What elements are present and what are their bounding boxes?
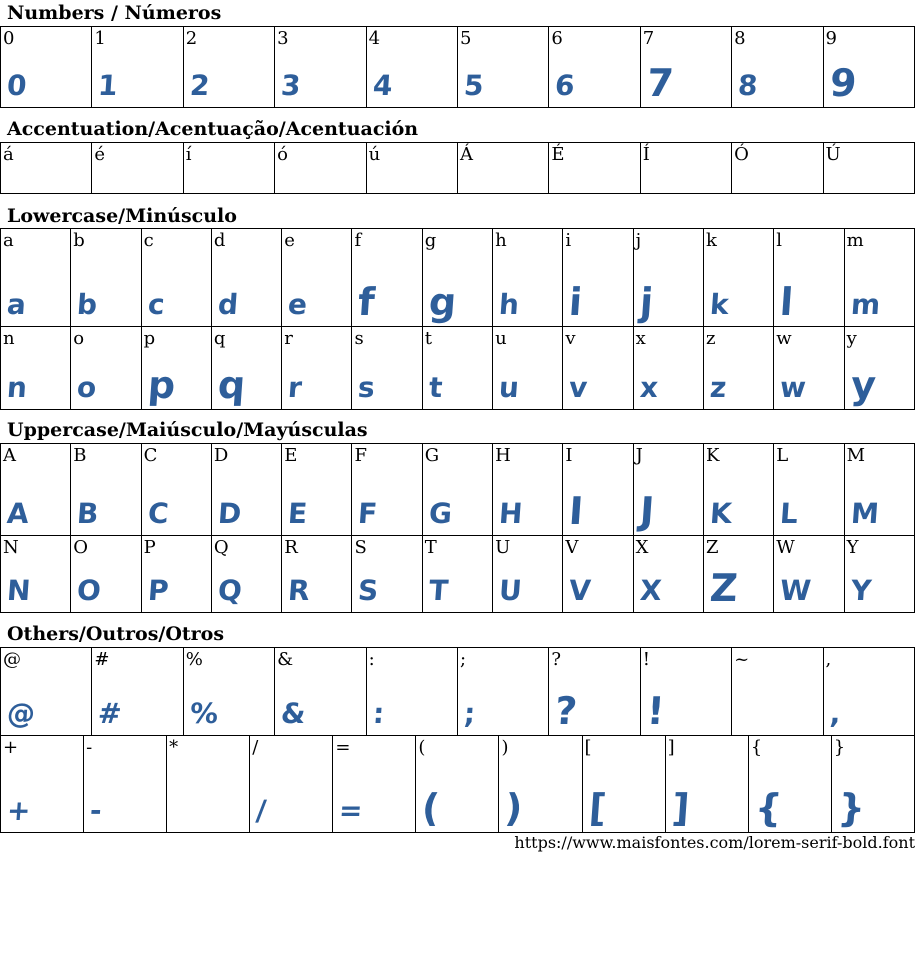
font-glyph-sample: j (638, 280, 655, 324)
font-glyph-sample: G (427, 497, 453, 530)
font-glyph-sample: S (357, 574, 380, 607)
character-label: Q (213, 537, 229, 558)
glyph-cell (748, 736, 831, 833)
character-label: P (143, 537, 156, 558)
glyph-cell (1, 229, 71, 327)
glyph-cell (1, 327, 71, 410)
character-label: O (73, 537, 89, 558)
font-glyph-sample: r (287, 371, 304, 404)
font-glyph-sample: @ (5, 697, 37, 730)
glyph-cell (844, 444, 914, 536)
character-label: = (335, 737, 351, 758)
font-glyph-sample: { (753, 786, 784, 830)
character-label: 7 (642, 28, 655, 49)
font-glyph-sample: = (338, 794, 364, 827)
glyph-cell (211, 327, 281, 410)
font-glyph-sample: A (5, 497, 30, 530)
character-label: í (185, 144, 192, 165)
character-label: 0 (3, 28, 15, 49)
font-glyph-sample: 7 (645, 61, 675, 105)
character-label: h (495, 230, 507, 251)
glyph-cell (732, 648, 823, 736)
glyph-cell (167, 736, 250, 833)
character-label: J (635, 445, 643, 466)
glyph-cell (71, 327, 141, 410)
font-glyph-sample: [ (587, 786, 608, 830)
glyph-cell (282, 327, 352, 410)
character-label: 4 (368, 28, 381, 49)
character-label: + (3, 737, 19, 758)
font-glyph-sample: ! (645, 689, 666, 733)
section-title-numbers: Numbers / Números (7, 2, 222, 24)
glyph-cell (563, 536, 633, 613)
font-glyph-sample: I (567, 489, 586, 533)
uppercase-row-2 (1, 536, 915, 613)
glyph-cell (633, 229, 703, 327)
glyph-cell (582, 736, 665, 833)
section-title-lowercase: Lowercase/Minúsculo (7, 205, 237, 227)
others-row-2 (1, 736, 915, 833)
character-label: ) (501, 737, 509, 758)
font-glyph-sample: 9 (827, 61, 858, 105)
character-label: , (825, 649, 832, 670)
font-glyph-sample: ( (420, 786, 442, 830)
glyph-cell (457, 648, 548, 736)
font-glyph-sample: 5 (462, 69, 485, 102)
character-label: T (424, 537, 437, 558)
font-glyph-sample: D (216, 497, 243, 530)
font-glyph-sample: C (146, 497, 170, 530)
glyph-cell (499, 736, 582, 833)
font-glyph-sample: n (5, 371, 29, 404)
character-label: X (635, 537, 649, 558)
glyph-cell (844, 327, 914, 410)
section-title-accents: Accentuation/Acentuação/Acentuación (7, 118, 419, 140)
glyph-cell (703, 229, 773, 327)
glyph-cell (844, 229, 914, 327)
font-glyph-sample: : (371, 697, 385, 730)
character-label: x (635, 328, 646, 349)
character-label: ? (551, 649, 561, 670)
glyph-cell (640, 648, 731, 736)
glyph-cell (823, 648, 914, 736)
glyph-cell (823, 143, 914, 194)
glyph-cell (549, 27, 640, 108)
glyph-cell (282, 536, 352, 613)
character-label: m (846, 230, 864, 251)
character-label: l (776, 230, 783, 251)
glyph-cell (563, 444, 633, 536)
character-label: 1 (94, 28, 106, 49)
glyph-cell (183, 143, 274, 194)
font-glyph-sample: k (708, 288, 730, 321)
character-label: R (284, 537, 298, 558)
font-glyph-sample: w (779, 371, 808, 404)
lowercase-row-1 (1, 229, 915, 327)
character-label: S (354, 537, 367, 558)
glyph-cell (275, 27, 366, 108)
glyph-cell (275, 143, 366, 194)
character-label: u (495, 328, 507, 349)
character-label: k (705, 230, 717, 251)
font-glyph-sample: O (76, 574, 103, 607)
glyph-cell (183, 648, 274, 736)
font-glyph-sample: 0 (5, 69, 28, 102)
font-glyph-sample: 8 (737, 69, 759, 102)
font-glyph-sample: 4 (371, 69, 394, 102)
numbers-grid (0, 26, 915, 108)
character-label: B (73, 445, 87, 466)
character-label: á (3, 144, 14, 165)
character-label: q (213, 328, 226, 349)
font-glyph-sample: X (638, 574, 663, 607)
glyph-cell (275, 648, 366, 736)
character-label: / (252, 737, 259, 758)
glyph-cell (493, 229, 563, 327)
glyph-cell (183, 27, 274, 108)
font-glyph-sample: y (849, 363, 877, 407)
glyph-cell (1, 536, 71, 613)
font-glyph-sample: ? (553, 689, 579, 733)
glyph-cell (282, 444, 352, 536)
font-glyph-sample: K (708, 497, 733, 530)
font-glyph-sample: P (146, 574, 170, 607)
accents-grid (0, 142, 915, 194)
numbers-row (1, 27, 915, 108)
character-label: 5 (459, 28, 472, 49)
character-label: ! (642, 649, 650, 670)
glyph-cell (422, 229, 492, 327)
character-label: f (354, 230, 362, 251)
character-label: ó (277, 144, 289, 165)
glyph-cell (774, 229, 844, 327)
glyph-cell (422, 444, 492, 536)
character-label: : (368, 649, 375, 670)
glyph-cell (282, 229, 352, 327)
character-label: ( (418, 737, 426, 758)
character-label: z (705, 328, 716, 349)
glyph-cell (633, 444, 703, 536)
glyph-cell (640, 143, 731, 194)
character-label: [ (584, 737, 592, 758)
character-label: n (3, 328, 15, 349)
font-glyph-sample: z (708, 371, 728, 404)
glyph-cell (92, 27, 183, 108)
font-glyph-sample: h (497, 288, 521, 321)
glyph-cell (549, 648, 640, 736)
font-glyph-sample: Y (849, 574, 873, 607)
glyph-cell (563, 229, 633, 327)
font-glyph-sample: Z (708, 566, 740, 610)
glyph-cell (493, 444, 563, 536)
font-glyph-sample: T (427, 574, 450, 607)
glyph-cell (416, 736, 499, 833)
accents-row (1, 143, 915, 194)
glyph-cell (333, 736, 416, 833)
glyph-cell (92, 143, 183, 194)
character-label: e (284, 230, 295, 251)
font-glyph-sample: 2 (188, 69, 211, 102)
font-glyph-sample: a (5, 288, 28, 321)
font-glyph-sample: J (638, 489, 656, 533)
character-label: L (776, 445, 789, 466)
character-label: 9 (825, 28, 837, 49)
character-label: Y (846, 537, 859, 558)
others-row-1 (1, 648, 915, 736)
glyph-cell (422, 327, 492, 410)
character-label: 3 (277, 28, 289, 49)
character-label: H (495, 445, 511, 466)
character-label: b (73, 230, 85, 251)
glyph-cell (84, 736, 167, 833)
character-label: U (495, 537, 511, 558)
glyph-cell (366, 648, 457, 736)
font-glyph-sample: s (357, 371, 377, 404)
glyph-cell (831, 736, 914, 833)
font-glyph-sample: W (779, 574, 813, 607)
font-glyph-sample: N (5, 574, 32, 607)
character-label: 2 (185, 28, 198, 49)
font-glyph-sample: u (497, 371, 521, 404)
others-grid-1 (0, 647, 915, 736)
glyph-cell (774, 536, 844, 613)
character-label: - (86, 737, 93, 758)
font-glyph-sample: v (568, 371, 589, 404)
glyph-cell (141, 444, 211, 536)
glyph-cell (703, 327, 773, 410)
glyph-cell (352, 327, 422, 410)
character-label: % (185, 649, 203, 670)
glyph-cell (250, 736, 333, 833)
section-title-others: Others/Outros/Otros (7, 623, 225, 645)
font-glyph-sample: ; (462, 697, 477, 730)
glyph-cell (665, 736, 748, 833)
glyph-cell (141, 536, 211, 613)
uppercase-grid (0, 443, 915, 613)
font-glyph-sample: f (356, 280, 377, 324)
character-label: Í (642, 144, 650, 165)
glyph-cell (1, 27, 92, 108)
glyph-cell (141, 327, 211, 410)
character-label: 6 (551, 28, 563, 49)
character-label: Ú (825, 144, 841, 165)
font-glyph-sample: g (427, 280, 458, 324)
character-label: d (213, 230, 226, 251)
glyph-cell (366, 143, 457, 194)
character-label: V (565, 537, 579, 558)
glyph-cell (732, 143, 823, 194)
glyph-cell (703, 444, 773, 536)
font-glyph-sample: M (849, 497, 880, 530)
font-glyph-sample: + (5, 794, 32, 827)
character-label: K (705, 445, 720, 466)
character-label: @ (3, 649, 21, 670)
character-label: } (833, 737, 846, 758)
font-glyph-sample: # (97, 697, 124, 730)
font-glyph-sample: B (76, 497, 100, 530)
character-label: ú (368, 144, 381, 165)
lowercase-row-2 (1, 327, 915, 410)
font-glyph-sample: % (188, 697, 220, 730)
font-glyph-sample: i (567, 280, 584, 324)
font-glyph-sample: 1 (97, 69, 120, 102)
glyph-cell (211, 444, 281, 536)
font-glyph-sample: Q (216, 574, 243, 607)
character-label: M (846, 445, 865, 466)
glyph-cell (493, 327, 563, 410)
glyph-cell (1, 444, 71, 536)
glyph-cell (141, 229, 211, 327)
glyph-cell (633, 536, 703, 613)
glyph-cell (732, 27, 823, 108)
uppercase-row-1 (1, 444, 915, 536)
glyph-cell (366, 27, 457, 108)
font-glyph-sample: x (638, 371, 659, 404)
font-glyph-sample: - (88, 794, 103, 827)
font-glyph-sample: b (76, 288, 99, 321)
character-label: p (143, 328, 156, 349)
font-glyph-sample: e (287, 288, 309, 321)
font-glyph-sample: E (287, 497, 309, 530)
font-glyph-sample: l (778, 280, 795, 324)
glyph-cell (211, 536, 281, 613)
glyph-cell (844, 536, 914, 613)
character-label: W (776, 537, 795, 558)
glyph-cell (774, 327, 844, 410)
character-label: 8 (734, 28, 746, 49)
character-label: Ó (734, 144, 749, 165)
character-label: é (94, 144, 106, 165)
character-label: D (213, 445, 229, 466)
font-glyph-sample: 3 (280, 69, 302, 102)
glyph-cell (703, 536, 773, 613)
source-url-link[interactable]: https://www.maisfontes.com/lorem-serif-bold.font (514, 833, 915, 852)
font-glyph-sample: L (779, 497, 800, 530)
character-label: { (750, 737, 763, 758)
glyph-cell (71, 444, 141, 536)
character-label: # (94, 649, 110, 670)
character-label: a (3, 230, 14, 251)
character-label: & (277, 649, 294, 670)
font-glyph-sample: 6 (554, 69, 577, 102)
font-glyph-sample: / (255, 794, 268, 827)
glyph-cell (633, 327, 703, 410)
font-glyph-sample: & (280, 697, 307, 730)
character-label: i (565, 230, 572, 251)
font-glyph-sample: ) (503, 786, 525, 830)
character-label: É (551, 144, 565, 165)
glyph-cell (352, 444, 422, 536)
font-glyph-sample: } (836, 786, 867, 830)
character-label: y (846, 328, 857, 349)
character-label: E (284, 445, 298, 466)
others-grid-2 (0, 735, 915, 833)
character-label: o (73, 328, 85, 349)
character-label: * (169, 737, 179, 758)
font-glyph-sample: m (849, 288, 881, 321)
character-label: ] (667, 737, 675, 758)
character-label: r (284, 328, 293, 349)
glyph-cell (457, 27, 548, 108)
character-label: N (3, 537, 19, 558)
font-glyph-sample: V (568, 574, 593, 607)
glyph-cell (549, 143, 640, 194)
glyph-cell (493, 536, 563, 613)
font-glyph-sample: ] (670, 786, 691, 830)
glyph-cell (71, 229, 141, 327)
character-label: s (354, 328, 364, 349)
glyph-cell (92, 648, 183, 736)
glyph-cell (640, 27, 731, 108)
glyph-cell (71, 536, 141, 613)
lowercase-grid (0, 228, 915, 410)
font-glyph-sample: F (357, 497, 379, 530)
glyph-cell (352, 536, 422, 613)
font-glyph-sample: c (146, 288, 166, 321)
glyph-cell (422, 536, 492, 613)
font-glyph-sample: R (287, 574, 311, 607)
glyph-cell (823, 27, 914, 108)
glyph-cell (774, 444, 844, 536)
font-glyph-sample: q (216, 363, 247, 407)
character-label: j (635, 230, 642, 251)
font-glyph-sample: U (497, 574, 524, 607)
glyph-cell (1, 648, 92, 736)
character-label: Á (459, 144, 473, 165)
character-label: C (143, 445, 158, 466)
character-label: F (354, 445, 367, 466)
glyph-cell (1, 143, 92, 194)
character-label: ~ (734, 649, 750, 670)
glyph-cell (352, 229, 422, 327)
character-label: v (565, 328, 576, 349)
font-glyph-sample: , (828, 697, 842, 730)
character-label: G (424, 445, 440, 466)
character-label: t (424, 328, 433, 349)
character-label: Z (705, 537, 719, 558)
character-label: c (143, 230, 154, 251)
font-glyph-sample: t (427, 371, 444, 404)
glyph-cell (457, 143, 548, 194)
glyph-cell (1, 736, 84, 833)
character-label: g (424, 230, 437, 251)
font-glyph-sample: o (76, 371, 98, 404)
glyph-cell (211, 229, 281, 327)
font-glyph-sample: H (497, 497, 524, 530)
font-glyph-sample: p (146, 363, 177, 407)
character-label: I (565, 445, 573, 466)
character-label: ; (459, 649, 467, 670)
section-title-uppercase: Uppercase/Maiúsculo/Mayúsculas (7, 419, 368, 441)
character-label: w (776, 328, 792, 349)
glyph-cell (563, 327, 633, 410)
character-label: A (3, 445, 16, 466)
font-glyph-sample: d (216, 288, 240, 321)
